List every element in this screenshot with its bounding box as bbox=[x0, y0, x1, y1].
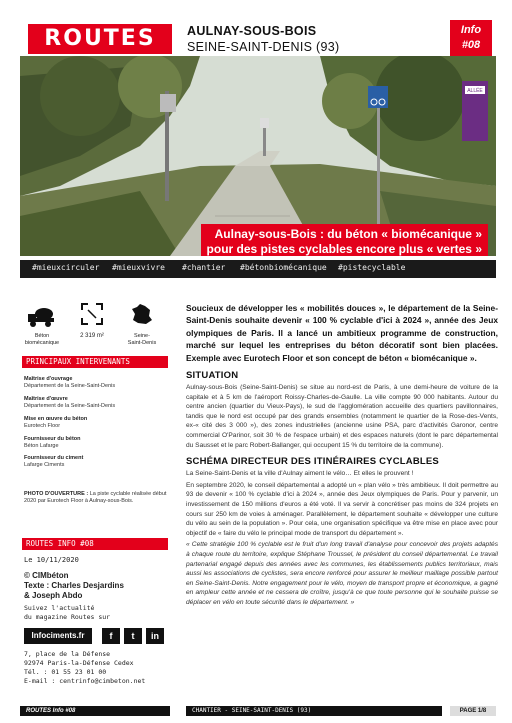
city-name: AULNAY-SOUS-BOIS bbox=[187, 24, 317, 38]
email: E-mail : centrinfo@cimbeton.net bbox=[24, 677, 146, 685]
principaux-title bbox=[22, 356, 168, 368]
area-icon bbox=[80, 302, 104, 326]
paragraph: La Seine-Saint-Denis et la ville d'Aulnay aiment le vélo… Et elles le prouvent ! bbox=[186, 470, 414, 478]
phone: Tél. : 01 55 23 01 00 bbox=[24, 668, 107, 676]
address bbox=[24, 650, 145, 686]
stat-label: Béton bbox=[34, 333, 50, 339]
twitter-icon[interactable]: t bbox=[124, 628, 142, 644]
hashtag: #mieuxvivre bbox=[112, 263, 165, 272]
hashtag: #pistecyclable bbox=[338, 263, 406, 272]
project-stats bbox=[22, 302, 172, 352]
publication-date: Le 10/11/2020 bbox=[24, 556, 79, 564]
intervenant bbox=[24, 455, 174, 469]
address-line: 92974 Paris-la-Défense Cedex bbox=[24, 659, 134, 667]
follow-text bbox=[24, 604, 110, 622]
footer-section: CHANTIER - SEINE-SAINT-DENIS (93) bbox=[186, 706, 442, 716]
intervenant-role: Mise en œuvre du béton bbox=[24, 416, 88, 422]
paragraph: En septembre 2020, le conseil départemental a adopté un « plan vélo » très ambitieux. Il doit permettre au 93 de devenir « 100 % cyclable d'ici à 2024 », année des Jeux olympiques de Paris. Pour y parvenir, un investissement de 150 millions d'euros a été voté. Il va servir à concrétiser pas moins de 324 projets en cours sur 250 km de voies à aménager. Parallèlement, le département souhaite « développer une culture du vélo au sein de la population ». Pour cela, une organisation spécifique va être mise en place avec pour objectif de « faire du vélo le principal mode de transport du département ». bbox=[186, 481, 498, 537]
social-links bbox=[24, 628, 172, 644]
stat-label: biomécanique bbox=[24, 340, 60, 346]
mixer-truck-icon bbox=[26, 302, 56, 328]
infociments-link[interactable]: Infociments.fr bbox=[24, 628, 92, 644]
intervenant-role: Maîtrise d'ouvrage bbox=[24, 376, 73, 382]
intervenant bbox=[24, 416, 174, 430]
credit-authors-2: & Joseph Abdo bbox=[24, 591, 83, 600]
intervenant-role: Maîtrise d'œuvre bbox=[24, 396, 68, 402]
photo-credit-label: PHOTO D'OUVERTURE : bbox=[24, 491, 89, 497]
routes-logo: ROUTES bbox=[28, 24, 172, 54]
hashtag: #bétonbiomécanique bbox=[240, 263, 327, 272]
hero-title bbox=[201, 224, 488, 256]
intervenant-name: Département de la Seine-Saint-Denis bbox=[24, 383, 116, 389]
info-badge bbox=[450, 20, 492, 56]
photo-credit bbox=[24, 491, 174, 505]
hero-title-line1: Aulnay-sous-Bois : du béton « biomécanique » bbox=[214, 227, 482, 241]
bicycle-sign-icon bbox=[368, 86, 388, 108]
article-body bbox=[186, 302, 498, 608]
stat-label: Seine- bbox=[134, 333, 150, 339]
credits bbox=[24, 571, 124, 601]
footer-magazine: ROUTES Info #08 bbox=[20, 706, 170, 716]
routes-info-title-text: ROUTES INFO #08 bbox=[26, 539, 94, 548]
hashtag: #mieuxcirculer bbox=[32, 263, 100, 272]
hero-photo bbox=[20, 56, 496, 256]
info-badge-number: #08 bbox=[461, 39, 481, 51]
intervenant-name: Lafarge Ciments bbox=[24, 462, 65, 468]
intervenant bbox=[24, 376, 174, 390]
intervenant-role: Fournisseur du ciment bbox=[24, 455, 84, 461]
follow-line: Suivez l'actualité bbox=[24, 604, 95, 612]
info-badge-label: Info bbox=[460, 24, 482, 36]
intervenant-name: Eurotech Floor bbox=[24, 423, 61, 429]
intervenant-name: Béton Lafarge bbox=[24, 443, 59, 449]
page-header bbox=[20, 20, 496, 58]
photo-credit-text: La piste cyclable réalisée début 2020 par Eurotech Floor à Aulnay-sous-Bois. bbox=[24, 491, 167, 504]
hashtag-bar bbox=[20, 260, 496, 278]
lead-paragraph: Soucieux de développer les « mobilités douces », le département de la Seine-Saint-Denis souhaite devenir « 100 % cyclable d'ici à 2024 », année des Jeux olympiques de Paris. Il a lancé un ambitieux programme de construction, marché sur lequel les entreprises du béton décoratif sont bien placées. Exemple avec Eurotech Floor et son concept de béton « biomécanique ». bbox=[186, 303, 498, 363]
linkedin-icon[interactable]: in bbox=[146, 628, 164, 644]
intervenant-name: Département de la Seine-Saint-Denis bbox=[24, 403, 116, 409]
paragraph: Aulnay-sous-Bois (Seine-Saint-Denis) se situe au nord-est de Paris, à une demi-heure de voiture de la capitale et à 5 km de l'aéroport Roissy-Charles-de-Gaulle. La ville compte 90 000 habitants. Autour du centre ancien (quartier du Vieux-Pays), le sud de l'agglomération accueille des quartiers pavillonnaires, tandis que le nord est occupé par des grands ensembles (notamment le quartier de la Rose-des-Vents, ex-« cité des 3 000 »), des zones industrielles (ancienne usine PSA, parc d'activités Garonor, centre commercial O'Parinor, soit 30 % de l'espace urbain) et des espaces naturels (dont le parc départemental du Sausset et le parc Robert-Ballanger, qui occupent 15 % du territoire de la commune). bbox=[186, 384, 498, 449]
page-footer bbox=[20, 706, 496, 716]
page-number: PAGE 1/8 bbox=[450, 706, 496, 716]
quote-paragraph: « Cette stratégie 100 % cyclable est le fruit d'un long travail d'analyse pour concevoir des projets adaptés à chaque route du territoire, explique Stéphane Troussel, le président du conseil départemental. Le travail partenarial engagé depuis des années avec les communes, les établissements publics territoriaux, mais aussi les associations de cyclistes, sera encore renforcé pour assurer le meilleur maillage possible partout en Seine-Saint-Denis. Notre engagement pour le vélo, moyen de transport propre et économique, a gagné en ampleur cette année et ne cessera de croître, jusqu'à ce que toute personne qui le souhaite puisse se déplacer en vélo en toute sécurité dans le département. » bbox=[186, 541, 498, 606]
stat-label: Saint-Denis bbox=[127, 340, 157, 346]
principaux-title-text: PRINCIPAUX INTERVENANTS bbox=[26, 357, 130, 366]
department-name: SEINE-SAINT-DENIS (93) bbox=[187, 40, 340, 54]
routes-info-title bbox=[22, 538, 168, 550]
follow-line: du magazine Routes sur bbox=[24, 613, 111, 621]
section-heading-situation: SITUATION bbox=[186, 370, 239, 382]
stat-value: 2 319 m² bbox=[80, 333, 104, 339]
intervenant bbox=[24, 396, 174, 410]
intervenant bbox=[24, 436, 174, 450]
credit-authors: Texte : Charles Desjardins bbox=[24, 581, 124, 590]
credit-copyright: © CIMbéton bbox=[24, 571, 69, 580]
facebook-icon[interactable]: f bbox=[102, 628, 120, 644]
address-line: 7, place de la Défense bbox=[24, 650, 111, 658]
hashtag: #chantier bbox=[182, 263, 226, 272]
hero-title-line2: pour des pistes cyclables encore plus « vertes » bbox=[206, 242, 482, 256]
intervenant-role: Fournisseur du béton bbox=[24, 436, 81, 442]
section-heading-schema: SCHÉMA DIRECTEUR DES ITINÉRAIRES CYCLABLES bbox=[186, 456, 439, 468]
france-map-icon bbox=[130, 302, 154, 326]
svg-text:ALLÉE: ALLÉE bbox=[467, 88, 483, 94]
